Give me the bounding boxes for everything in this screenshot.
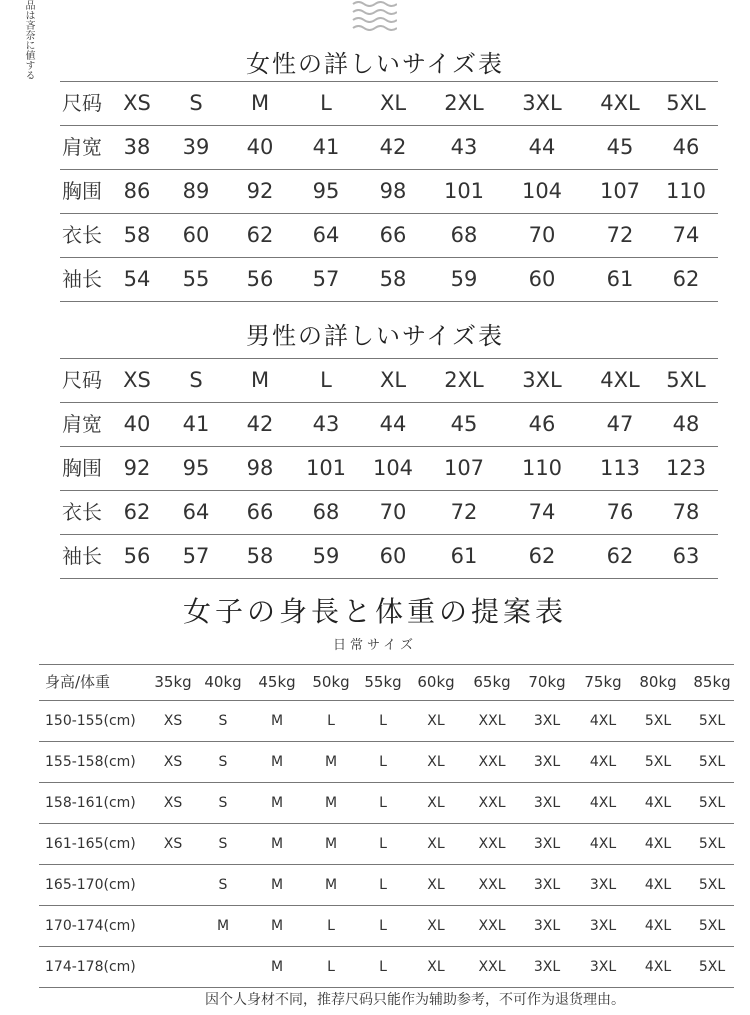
row-label: 袖长 <box>62 267 102 291</box>
recommendation-title: 女子の身長と体重の提案表 <box>182 595 567 628</box>
table-cell: S <box>218 795 228 811</box>
table-cell: 3XL <box>533 754 561 770</box>
table-cell: 4XL <box>644 877 672 893</box>
table-cell: 61 <box>450 544 478 568</box>
row-label: 胸围 <box>62 179 102 203</box>
table-cell: 5XL <box>698 836 726 852</box>
table-cell: 4XL <box>589 836 617 852</box>
table-cell: XS <box>163 795 183 811</box>
table-cell: XXL <box>478 877 506 893</box>
table-cell: 92 <box>123 456 151 480</box>
table-row <box>39 742 734 783</box>
table-cell: 3XL <box>589 918 617 934</box>
table-cell: 42 <box>246 412 274 436</box>
table-cell: 74 <box>528 500 556 524</box>
table-cell: L <box>379 713 387 729</box>
row-label: 身高/体重 <box>45 673 111 691</box>
table-cell: XXL <box>478 959 506 975</box>
table-cell: 3XL <box>533 918 561 934</box>
table-cell: XL <box>427 713 445 729</box>
table-cell: 5XL <box>698 713 726 729</box>
table-cell: 4XL <box>589 713 617 729</box>
column-header: S <box>189 91 203 115</box>
table-row <box>60 214 718 258</box>
column-header: 4XL <box>600 368 640 392</box>
table-cell: 5XL <box>644 754 672 770</box>
table-cell: 44 <box>379 412 407 436</box>
table-row <box>39 865 734 906</box>
table-cell: 47 <box>606 412 634 436</box>
table-cell: S <box>218 836 228 852</box>
table-cell: 5XL <box>698 877 726 893</box>
table-cell: 46 <box>672 135 700 159</box>
table-cell: L <box>379 795 387 811</box>
table-cell: 41 <box>182 412 210 436</box>
table-cell: M <box>270 713 284 729</box>
table-cell: 62 <box>606 544 634 568</box>
table-cell: XL <box>427 959 445 975</box>
row-label: 165-170(cm) <box>45 877 136 893</box>
table-row <box>39 783 734 824</box>
table-cell: 58 <box>379 267 407 291</box>
row-label: 尺码 <box>62 368 102 392</box>
table-cell: 68 <box>450 223 478 247</box>
table-cell: 123 <box>665 456 707 480</box>
table-cell: 110 <box>521 456 563 480</box>
table-cell: 4XL <box>644 795 672 811</box>
table-cell: 4XL <box>644 918 672 934</box>
women-size-table <box>60 81 718 302</box>
column-header: S <box>189 368 203 392</box>
table-cell: M <box>270 918 284 934</box>
row-label: 155-158(cm) <box>45 754 136 770</box>
table-cell: 5XL <box>644 713 672 729</box>
row-label: 170-174(cm) <box>45 918 136 934</box>
recommendation-subtitle: 日常サイズ <box>333 638 417 653</box>
table-cell: M <box>216 918 230 934</box>
table-cell: 98 <box>246 456 274 480</box>
column-header: 45kg <box>258 673 296 691</box>
table-row <box>39 947 734 988</box>
table-header-row <box>39 664 734 701</box>
column-header: 75kg <box>584 673 622 691</box>
table-cell: 5XL <box>698 918 726 934</box>
table-cell: L <box>379 918 387 934</box>
column-header: M <box>250 368 270 392</box>
table-cell: 104 <box>521 179 563 203</box>
table-cell: 45 <box>606 135 634 159</box>
column-header: 85kg <box>693 673 731 691</box>
women-chart-title: 女性の詳しいサイズ表 <box>245 50 505 78</box>
table-cell: 43 <box>450 135 478 159</box>
table-cell: 4XL <box>589 754 617 770</box>
row-label: 150-155(cm) <box>45 713 136 729</box>
column-header: 3XL <box>522 368 562 392</box>
table-cell: 107 <box>443 456 485 480</box>
table-cell: 4XL <box>644 959 672 975</box>
table-cell: 72 <box>606 223 634 247</box>
table-cell: M <box>270 877 284 893</box>
column-header: 50kg <box>312 673 350 691</box>
table-cell: L <box>379 959 387 975</box>
table-cell: L <box>327 959 335 975</box>
table-cell: 45 <box>450 412 478 436</box>
column-header: 40kg <box>204 673 242 691</box>
table-cell: 70 <box>379 500 407 524</box>
row-label: 衣长 <box>62 223 102 247</box>
table-cell: 46 <box>528 412 556 436</box>
table-cell: M <box>270 959 284 975</box>
table-cell: 43 <box>312 412 340 436</box>
table-cell: 74 <box>672 223 700 247</box>
table-cell: 110 <box>665 179 707 203</box>
table-cell: XXL <box>478 836 506 852</box>
column-header: XL <box>379 91 407 115</box>
table-cell: M <box>324 754 338 770</box>
table-row <box>60 491 718 535</box>
row-label: 尺码 <box>62 91 102 115</box>
column-header: XL <box>379 368 407 392</box>
table-cell: XL <box>427 795 445 811</box>
table-header-row <box>60 359 718 403</box>
table-cell: 40 <box>246 135 274 159</box>
table-cell: 101 <box>305 456 347 480</box>
table-cell: 92 <box>246 179 274 203</box>
table-cell: 4XL <box>644 836 672 852</box>
table-cell: 113 <box>599 456 641 480</box>
column-header: 55kg <box>364 673 402 691</box>
table-cell: 57 <box>312 267 340 291</box>
table-row <box>39 906 734 947</box>
table-row <box>39 824 734 865</box>
table-cell: 58 <box>246 544 274 568</box>
table-cell: 86 <box>123 179 151 203</box>
table-cell: 62 <box>246 223 274 247</box>
row-label: 衣长 <box>62 500 102 524</box>
table-cell: 61 <box>606 267 634 291</box>
table-cell: XXL <box>478 754 506 770</box>
table-cell: 89 <box>182 179 210 203</box>
table-cell: 60 <box>379 544 407 568</box>
table-cell: L <box>379 836 387 852</box>
column-header: M <box>250 91 270 115</box>
column-header: L <box>320 368 332 392</box>
table-cell: XXL <box>478 713 506 729</box>
table-cell: 5XL <box>698 754 726 770</box>
table-cell: 3XL <box>533 795 561 811</box>
column-header: 2XL <box>444 91 484 115</box>
column-header: 60kg <box>417 673 455 691</box>
table-cell: 59 <box>312 544 340 568</box>
table-cell: 59 <box>450 267 478 291</box>
table-cell: M <box>324 836 338 852</box>
row-label: 袖长 <box>62 544 102 568</box>
table-cell: 39 <box>182 135 210 159</box>
table-cell: S <box>218 713 228 729</box>
table-cell: 40 <box>123 412 151 436</box>
table-cell: 3XL <box>533 836 561 852</box>
table-cell: XS <box>163 836 183 852</box>
column-header: XS <box>123 368 151 392</box>
table-cell: 5XL <box>698 959 726 975</box>
column-header: XS <box>123 91 151 115</box>
table-cell: 41 <box>312 135 340 159</box>
table-cell: 54 <box>123 267 151 291</box>
table-row <box>60 258 718 302</box>
table-cell: 107 <box>599 179 641 203</box>
table-cell: 76 <box>606 500 634 524</box>
column-header: 65kg <box>473 673 511 691</box>
table-header-row <box>60 82 718 126</box>
side-note: 品は吝奈に値する <box>23 0 34 80</box>
table-cell: 62 <box>123 500 151 524</box>
column-header: 80kg <box>639 673 677 691</box>
table-cell: 63 <box>672 544 700 568</box>
table-cell: 58 <box>123 223 151 247</box>
table-cell: XL <box>427 877 445 893</box>
table-cell: 3XL <box>589 959 617 975</box>
table-cell: 78 <box>672 500 700 524</box>
row-label: 肩宽 <box>62 135 102 159</box>
row-label: 161-165(cm) <box>45 836 136 852</box>
table-cell: 3XL <box>533 713 561 729</box>
table-cell: M <box>270 836 284 852</box>
table-cell: L <box>379 754 387 770</box>
table-cell: XL <box>427 918 445 934</box>
table-cell: 44 <box>528 135 556 159</box>
table-cell: 101 <box>443 179 485 203</box>
table-cell: L <box>327 918 335 934</box>
men-chart-title: 男性の詳しいサイズ表 <box>245 322 505 350</box>
table-cell: 38 <box>123 135 151 159</box>
wave-ornament-icon <box>351 0 397 32</box>
table-cell: 68 <box>312 500 340 524</box>
column-header: 2XL <box>444 368 484 392</box>
table-cell: 56 <box>246 267 274 291</box>
table-cell: 72 <box>450 500 478 524</box>
table-cell: XS <box>163 754 183 770</box>
men-size-table <box>60 358 718 579</box>
table-row <box>60 170 718 214</box>
row-label: 158-161(cm) <box>45 795 136 811</box>
column-header: 70kg <box>528 673 566 691</box>
table-cell: 60 <box>182 223 210 247</box>
table-cell: 3XL <box>533 959 561 975</box>
table-cell: 4XL <box>589 795 617 811</box>
table-cell: 56 <box>123 544 151 568</box>
table-cell: S <box>218 877 228 893</box>
table-cell: 3XL <box>589 877 617 893</box>
table-cell: 62 <box>528 544 556 568</box>
table-row <box>60 126 718 170</box>
table-cell: 98 <box>379 179 407 203</box>
recommendation-table <box>39 664 734 988</box>
table-cell: 95 <box>182 456 210 480</box>
table-row <box>60 403 718 447</box>
table-cell: 55 <box>182 267 210 291</box>
table-cell: L <box>327 713 335 729</box>
column-header: 5XL <box>666 91 706 115</box>
table-cell: 70 <box>528 223 556 247</box>
table-cell: S <box>218 754 228 770</box>
table-cell: M <box>324 795 338 811</box>
table-cell: XXL <box>478 795 506 811</box>
row-label: 174-178(cm) <box>45 959 136 975</box>
table-cell: 62 <box>672 267 700 291</box>
row-label: 肩宽 <box>62 412 102 436</box>
table-cell: 48 <box>672 412 700 436</box>
table-cell: XXL <box>478 918 506 934</box>
table-cell: 42 <box>379 135 407 159</box>
table-cell: 5XL <box>698 795 726 811</box>
footer-note: 因个人身材不同，推荐尺码只能作为辅助参考，不可作为退货理由。 <box>205 992 625 1008</box>
column-header: L <box>320 91 332 115</box>
column-header: 4XL <box>600 91 640 115</box>
table-row <box>60 447 718 491</box>
row-label: 胸围 <box>62 456 102 480</box>
table-cell: XL <box>427 754 445 770</box>
table-cell: 64 <box>312 223 340 247</box>
table-cell: 66 <box>379 223 407 247</box>
table-cell: 57 <box>182 544 210 568</box>
table-cell: M <box>324 877 338 893</box>
table-cell: XS <box>163 713 183 729</box>
column-header: 3XL <box>522 91 562 115</box>
table-row <box>60 535 718 579</box>
table-cell: 64 <box>182 500 210 524</box>
table-cell: 60 <box>528 267 556 291</box>
table-cell: 3XL <box>533 877 561 893</box>
table-cell: 95 <box>312 179 340 203</box>
table-cell: L <box>379 877 387 893</box>
table-cell: 104 <box>372 456 414 480</box>
table-cell: XL <box>427 836 445 852</box>
table-row <box>39 701 734 742</box>
table-cell: 66 <box>246 500 274 524</box>
column-header: 35kg <box>154 673 192 691</box>
table-cell: M <box>270 754 284 770</box>
column-header: 5XL <box>666 368 706 392</box>
table-cell: M <box>270 795 284 811</box>
